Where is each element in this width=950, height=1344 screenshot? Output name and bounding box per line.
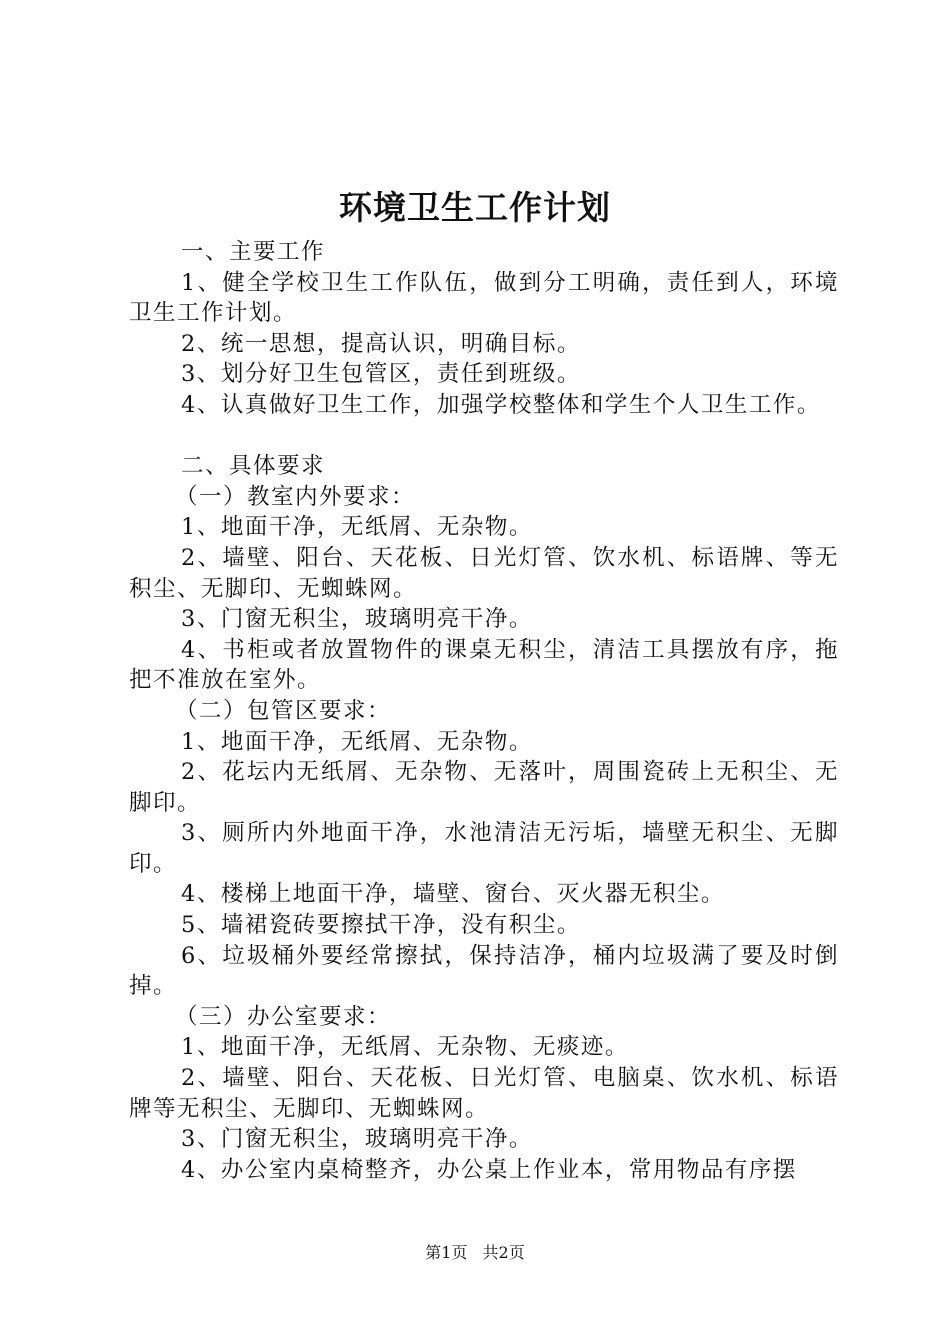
paragraph: 2、墙壁、阳台、天花板、日光灯管、电脑桌、饮水机、标语牌等无积尘、无脚印、无蜘蛛网。 (129, 1065, 839, 1122)
paragraph: 4、办公室内桌椅整齐，办公桌上作业本，常用物品有序摆 (181, 1156, 797, 1183)
paragraph: 3、厕所内外地面干净，水池清洁无污垢，墙壁无积尘、无脚印。 (129, 820, 839, 877)
subsection-heading: （二）包管区要求： (175, 697, 392, 724)
paragraph: 4、书柜或者放置物件的课桌无积尘，清洁工具摆放有序，拖把不准放在室外。 (129, 636, 839, 694)
paragraph: 3、门窗无积尘，玻璃明亮干净。 (181, 1126, 533, 1153)
paragraph: 6、垃圾桶外要经常擦拭，保持洁净，桶内垃圾满了要及时倒掉。 (129, 942, 839, 1000)
section-heading: 二、具体要求 (181, 453, 326, 480)
paragraph: 4、楼梯上地面干净，墙壁、窗台、灭火器无积尘。 (181, 881, 725, 908)
subsection-heading: （三）办公室要求： (175, 1003, 392, 1030)
paragraph: 3、门窗无积尘，玻璃明亮干净。 (181, 606, 533, 633)
document-body (129, 237, 839, 1185)
paragraph: 5、墙裙瓷砖要擦拭干净，没有积尘。 (181, 912, 581, 939)
document-title: 环境卫生工作计划 (339, 188, 611, 227)
paragraph: 2、墙壁、阳台、天花板、日光灯管、饮水机、标语牌、等无积尘、无脚印、无蜘蛛网。 (129, 544, 839, 602)
page-footer (0, 1243, 950, 1263)
page-total: 共2页 (482, 1243, 525, 1262)
paragraph: 1、地面干净，无纸屑、无杂物、无痰迹。 (181, 1034, 629, 1061)
page-number: 第1页 (425, 1243, 468, 1262)
paragraph: 4、认真做好卫生工作，加强学校整体和学生个人卫生工作。 (181, 391, 821, 418)
paragraph: 1、地面干净，无纸屑、无杂物。 (181, 728, 533, 755)
paragraph: 1、健全学校卫生工作队伍，做到分工明确，责任到人，环境卫生工作计划。 (129, 269, 839, 327)
paragraph: 1、地面干净，无纸屑、无杂物。 (181, 514, 533, 541)
paragraph: 3、划分好卫生包管区，责任到班级。 (181, 361, 581, 388)
section-heading: 一、主要工作 (181, 239, 326, 265)
blank-line (129, 421, 839, 452)
paragraph: 2、花坛内无纸屑、无杂物、无落叶，周围瓷砖上无积尘、无脚印。 (129, 759, 839, 816)
paragraph: 2、统一思想，提高认识，明确目标。 (181, 330, 581, 357)
subsection-heading: （一）教室内外要求： (175, 483, 416, 510)
